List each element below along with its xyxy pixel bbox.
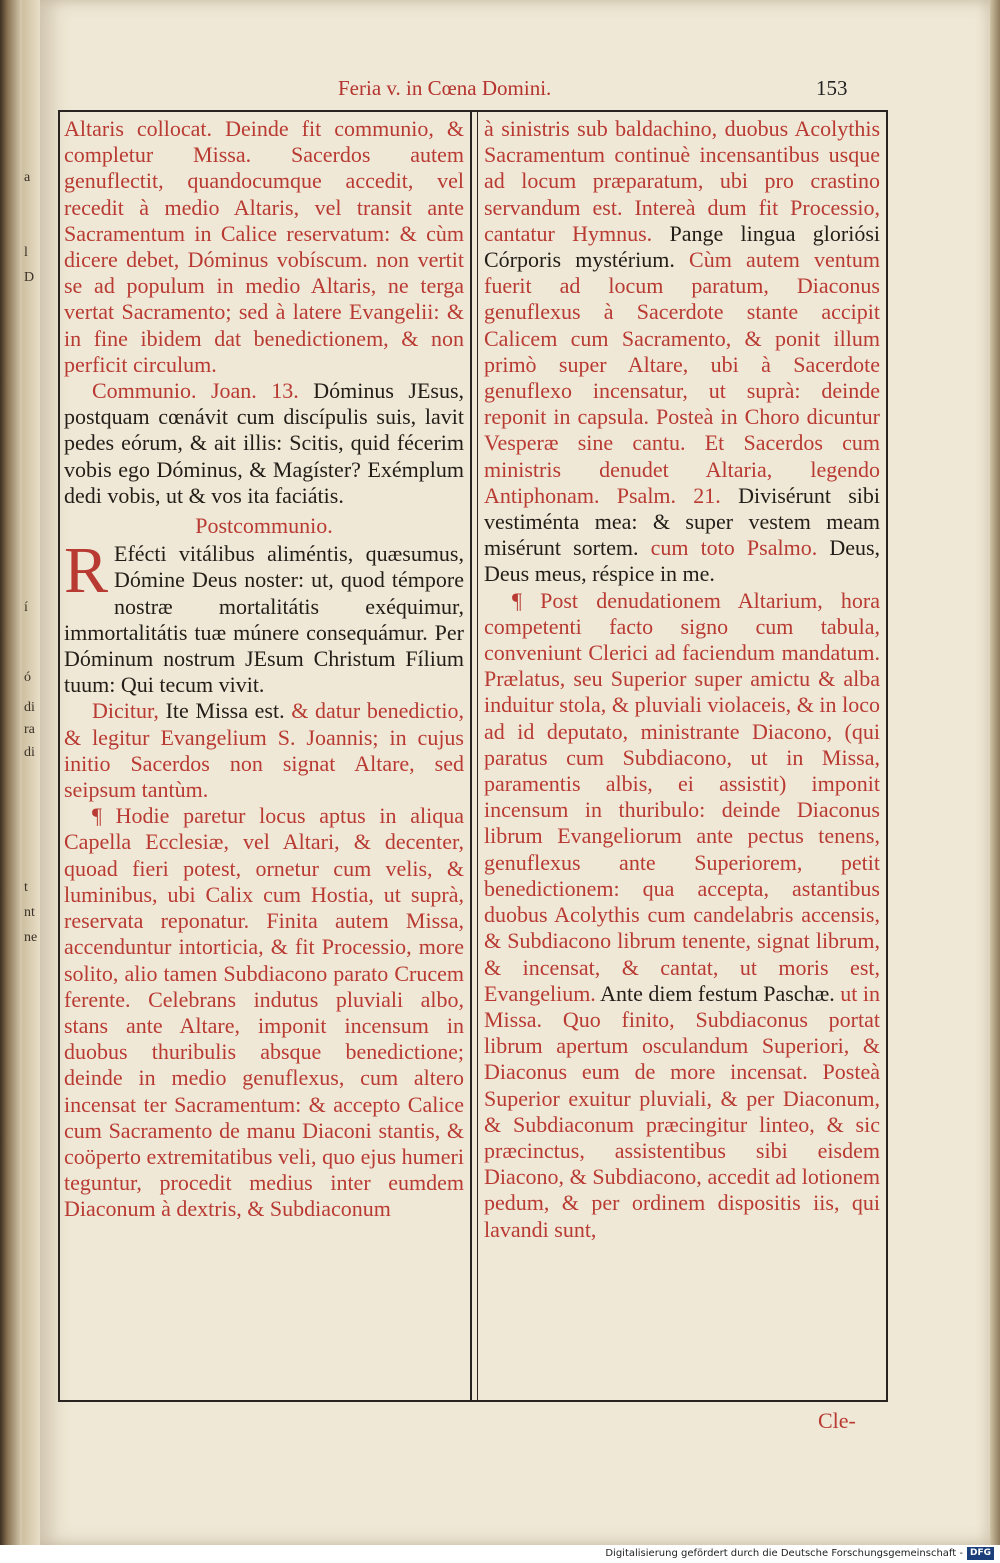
column-rule [470,110,472,1402]
communio-label: Communio. Joan. 13. [92,378,299,404]
mandatum-rubric [484,588,880,1243]
dismissal-paragraph [64,698,464,803]
previous-page-edge [22,0,42,1545]
dfg-logo: DFG [967,1547,994,1560]
margin-fragment: t [24,880,28,895]
lotion-rubric: ut in Missa. Quo finito, Subdiaconus portat librum apertum osculandum Superiori, & Diaconus eum de more incensat. Posteà Superior exuitur pluviali, & per Diaconum, & Subdiaconum præcingitur linteo, & sic præcinctus, assistentibus sibi eisdem Diacono, & Subdiacono, accedit ad lotionem pedum, & per ordinem dispositis iis, qui lavandi sunt, [484,980,880,1242]
communio-text: Dóminus JEsus, postquam cœnávit cum discípulis suis, lavit pedes eórum, & ait illis: Scitis, quid fécerim vobis ego Dóminus, & Magíster? Exémplum dedi vobis, ut & vos ita faciátis. [64,378,465,508]
ite-missa-est: Ite Missa est. [165,698,285,724]
procession-continuation [484,116,880,588]
psalm-antiphon: Divisérunt sibi vestiménta mea: & super vestem meam misérunt sortem. [484,482,881,561]
book-spine [0,0,22,1545]
digitization-footer [0,1545,1000,1563]
hymn-incipit: Pange lingua gloriósi Córporis mystérium. [484,220,881,273]
mandatum-text: ¶ Post denudationem Altarium, hora competenti facto signo cum tabula, conveniunt Clerici ad faciendum mandatum. Prælatus, seu Superior super amictu & alba induitur stola, & pluviali violaceis, & in loco ad id deputato, ministrante Diacono, (qui paratus cum Subdiacono, ut in Missa, paramentis albis, ei assistit) imponit incensum in thuribulo: deinde Diaconus librum Evangeliorum ante pectus tenens, genuflexus ante Superiorem, petit benedictionem: qua accepta, astantibus duobus Acolythis cum candelabris accensis, & Subdiacono librum tenente, signat librum, & incensat, & cantat, ut moris est, Evangelium. [484,587,880,1006]
cum-toto-psalmo: cum toto Psalmo. [650,535,818,561]
dicitur-text: & datur benedictio, & legitur Evangelium S. Joannis; in cujus initio Sacerdos non signat Altare, sed seipsum tantùm. [64,698,465,803]
gospel-incipit: Ante diem festum Paschæ. [600,980,835,1006]
rubric-paragraph: Altaris collocat. Deinde fit communio, & completur Missa. Sacerdos autem genuflectit, quandocumque accedit, vel recedit à medio Altaris, vel transit ante Sacramentum in Calice reservatum: & cùm dicere debet, Dóminus vobíscum. non vertit se ad populum in medio Altaris, ne terga vertat Sacramento; sed à latere Evangelii: & in fine ibidem dat benedictionem, & non perficit circulum. [64,116,464,377]
margin-fragment: í [24,600,28,615]
reposition-rubric: Cùm autem ventum fuerit ad locum paratum, Diaconus genuflexus à Sacerdote stante accipit Calicem cum Sacramento, & ponit illum primò super Altare, ubi à Sacerdote genuflexo incensatur, ut suprà: deinde reponit in capsula. Posteà in Choro dicuntur Vesperæ sine cantu. Et Sacerdos cum ministris denudet Altaria, legendo Antiphonam. Psalm. 21. [484,247,881,508]
deus-deus-meus: Deus, Deus meus, réspice in me. [484,535,881,587]
catchword: Cle- [818,1408,856,1433]
page-edge-right [990,0,1000,1545]
margin-fragment: di [24,700,35,715]
procession-text: à sinistris sub baldachino, duobus Acolythis Sacramentum continuè incensantibus usque ad locum præparatum, ubi pro crastino servandum est. Intereà dum fit Processio, cantatur Hymnus. [484,116,880,246]
margin-fragment: ne [24,930,38,945]
left-column [64,116,464,1223]
communion-antiphon [64,378,464,509]
margin-fragment: ó [24,670,31,685]
drop-capital: R [64,534,109,608]
postcommunio-prayer [64,534,464,698]
right-column [484,116,880,1243]
postcommunio-text: Efécti vitálibus aliméntis, quæsumus, Dómine Deus noster: ut, quod témpore nostræ mortalitátis exéquimur, immortalitátis tuæ múnere consequámur. Per Dóminum nostrum JEsum Christum Fílium tuum: Qui tecum vivit. [64,541,464,698]
margin-fragment: l [24,245,28,260]
margin-fragment: ra [24,722,35,737]
margin-fragment: di [24,745,35,760]
page-number: 153 [816,76,848,100]
column-rule-inner [477,110,478,1402]
postcommunio-heading: Postcommunio. [195,513,333,539]
dicitur-label: Dicitur, [92,698,159,724]
footer-credit: Digitalisierung gefördert durch die Deutsche Forschungsgemeinschaft - [605,1548,963,1559]
margin-fragment: a [24,170,31,185]
margin-fragment: nt [24,905,35,920]
margin-fragment: D [24,270,35,285]
procession-rubric: ¶ Hodie paretur locus aptus in aliqua Capella Ecclesiæ, vel Altari, & decenter, quoad fieri potest, ornetur cum velis, & luminibus, ubi Calix cum Hostia, ut suprà, reservata reponatur. Finita autem Missa, accenduntur intorticia, & fit Processio, more solito, alio tamen Subdiacono parato Crucem ferente. Celebrans indutus pluviali albo, stans ante Altare, imponit incensum in duobus thuribulis absque benedictione; deinde in medio genuflexus, cum altero incensat ter Sacramentum: & accepto Calice cum Sacramento de manu Diaconi stantis, & coöperto extremitatibus veli, quo ejus humeri teguntur, procedit medius inter eumdem Diaconum à dextris, & Subdiaconum [64,803,464,1222]
running-title: Feria v. in Cœna Domini. [338,76,552,100]
